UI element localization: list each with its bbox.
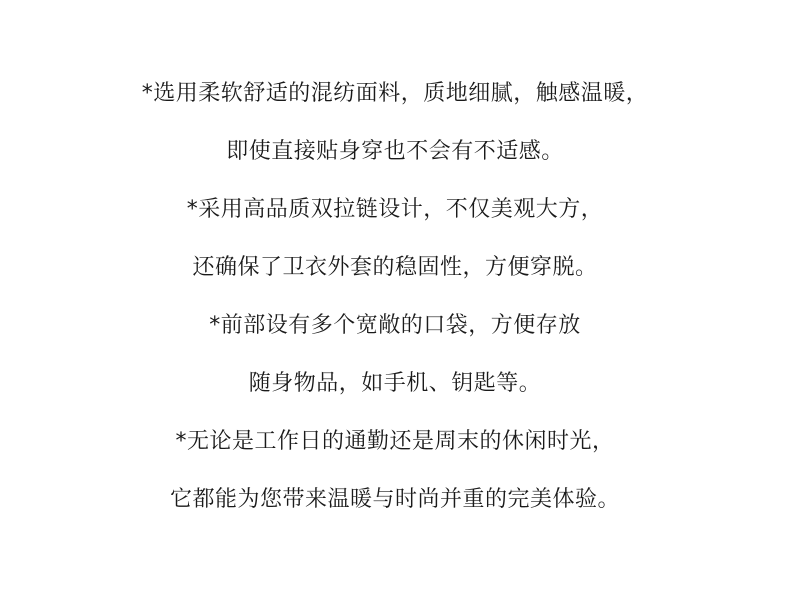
description-line-fabric: *选用柔软舒适的混纺面料，质地细腻，触感温暖， bbox=[141, 81, 649, 106]
description-line-pockets: *前部设有多个宽敞的口袋，方便存放 bbox=[209, 313, 581, 338]
description-line-occasions: *无论是工作日的通勤还是周末的休闲时光， bbox=[175, 429, 615, 454]
description-line-experience: 它都能为您带来温暖与时尚并重的完美体验。 bbox=[169, 487, 620, 512]
description-line-stability: 还确保了卫衣外套的稳固性，方便穿脱。 bbox=[192, 255, 598, 280]
description-line-comfort: 即使直接贴身穿也不会有不适感。 bbox=[226, 139, 564, 164]
description-line-zipper: *采用高品质双拉链设计，不仅美观大方， bbox=[186, 197, 604, 222]
description-line-items: 随身物品，如手机、钥匙等。 bbox=[248, 371, 542, 396]
